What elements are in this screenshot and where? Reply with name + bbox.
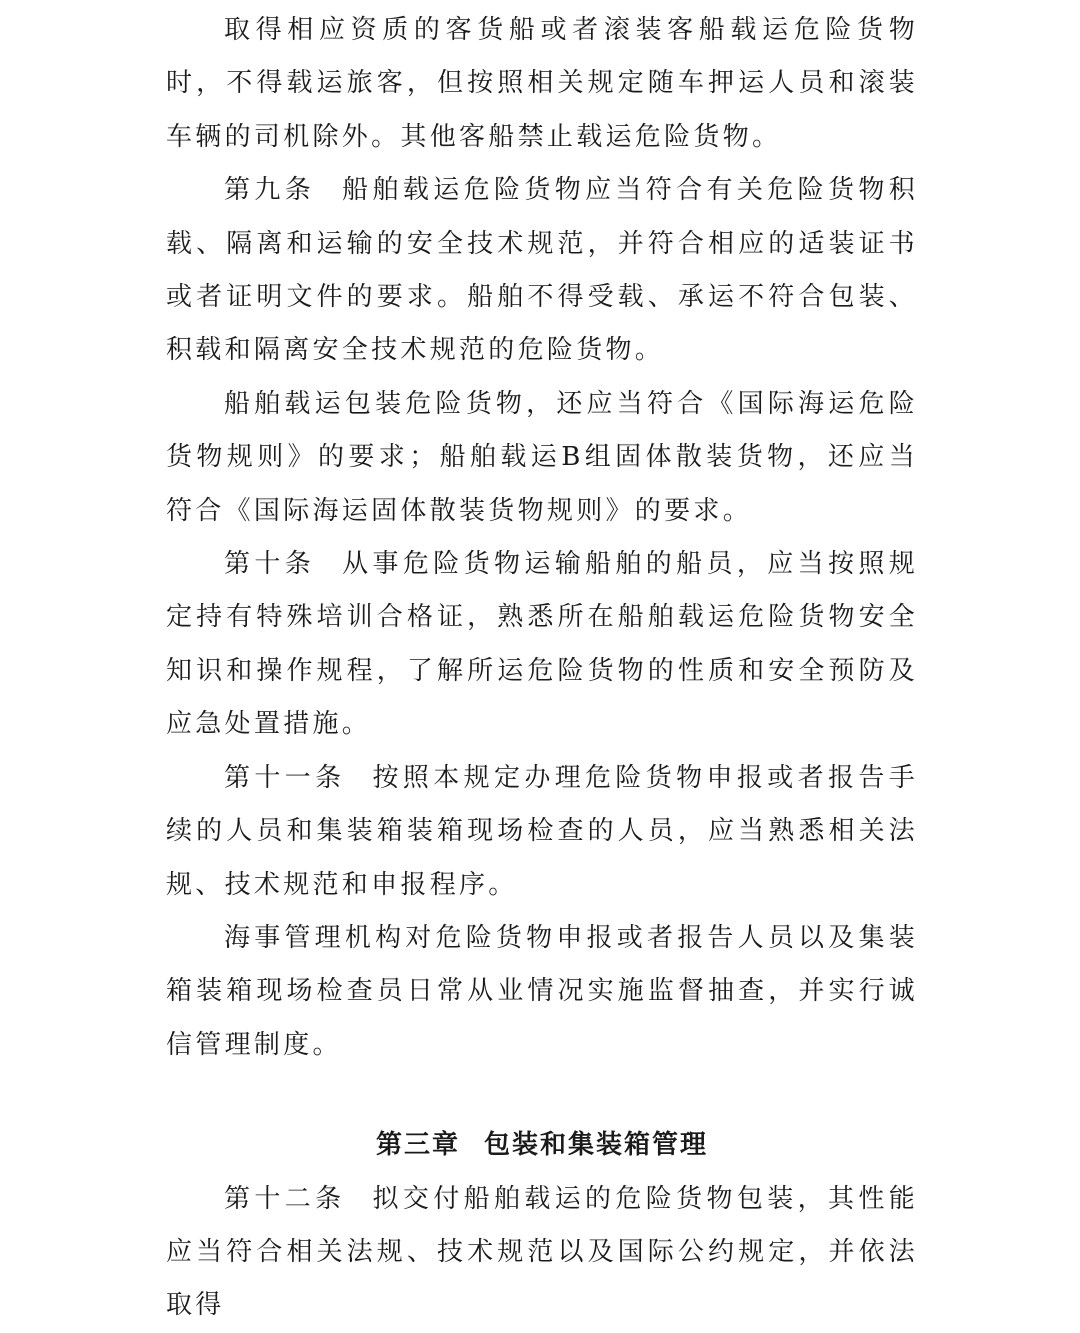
chapter-heading xyxy=(166,1119,918,1172)
article-11 xyxy=(166,752,918,912)
article-heading: 第十二条 xyxy=(224,1183,346,1214)
article-10 xyxy=(166,538,918,752)
paragraph-text: 海事管理机构对危险货物申报或者报告人员以及集装箱装箱现场检查员日常从业情况实施监督抽查，并实行诚信管理制度。 xyxy=(166,922,918,1060)
paragraph xyxy=(166,912,918,1072)
article-heading: 第十一条 xyxy=(224,762,346,793)
article-text: 按照本规定办理危险货物申报或者报告手续的人员和集装箱装箱现场检查的人员，应当熟悉相关法规、技术规范和申报程序。 xyxy=(166,762,918,900)
article-heading: 第十条 xyxy=(224,549,316,580)
paragraph-text: 取得相应资质的客货船或者滚装客船载运危险货物时，不得载运旅客，但按照相关规定随车押运人员和滚装车辆的司机除外。其他客船禁止载运危险货物。 xyxy=(166,15,918,152)
article-text: 拟交付船舶载运的危险货物包装，其性能应当符合相关法规、技术规范以及国际公约规定，并依法取得 xyxy=(166,1183,918,1321)
article-text: 船舶载运危险货物应当符合有关危险货物积载、隔离和运输的安全技术规范，并符合相应的适装证书或者证明文件的要求。船舶不得受载、承运不符合包装、积载和隔离安全技术规范的危险货物。 xyxy=(166,175,918,366)
paragraph-text: 船舶载运包装危险货物，还应当符合《国际海运危险货物规则》的要求；船舶载运B组固体散装货物，还应当符合《国际海运固体散装货物规则》的要求。 xyxy=(166,388,918,526)
article-text: 从事危险货物运输船舶的船员，应当按照规定持有特殊培训合格证，熟悉所在船舶载运危险货物安全知识和操作规程，了解所运危险货物的性质和安全预防及应急处置措施。 xyxy=(166,549,918,740)
article-12 xyxy=(166,1173,918,1333)
chapter-title: 包装和集装箱管理 xyxy=(484,1130,709,1161)
paragraph xyxy=(166,378,918,538)
article-heading: 第九条 xyxy=(224,175,316,206)
document-page xyxy=(166,4,918,1333)
chapter-number: 第三章 xyxy=(375,1130,460,1161)
article-9 xyxy=(166,164,918,378)
paragraph xyxy=(166,4,918,164)
